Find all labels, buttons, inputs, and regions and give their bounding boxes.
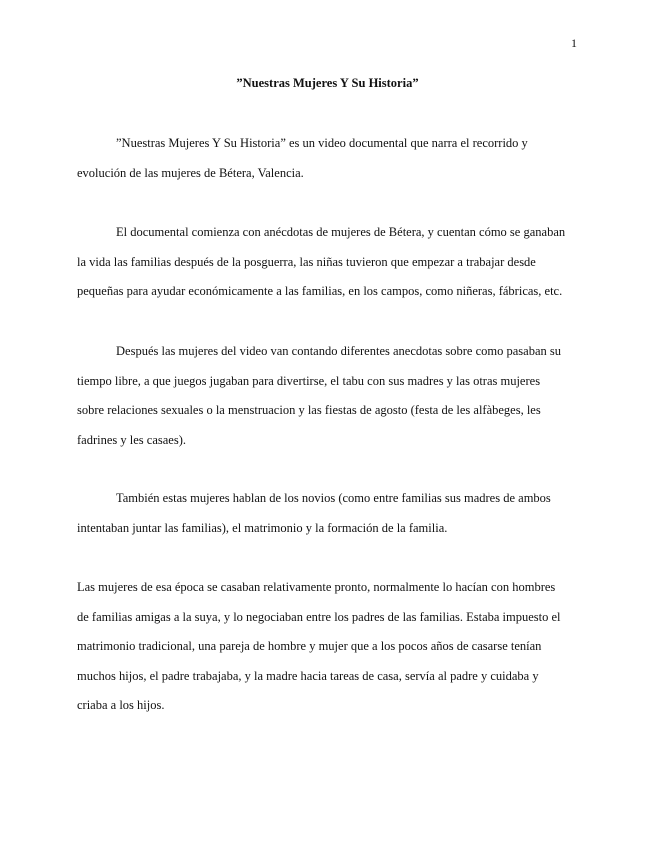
document-title: ”Nuestras Mujeres Y Su Historia”	[236, 76, 419, 90]
paragraph-line: intentaban juntar las familias), el matrimonio y la formación de la familia.	[77, 520, 448, 535]
paragraph-line: Después las mujeres del video van contando diferentes anecdotas sobre como pasaban su	[116, 344, 561, 358]
paragraph-line: muchos hijos, el padre trabajaba, y la madre hacia tareas de casa, servía al padre y cuidaba y	[77, 668, 539, 683]
paragraph-line: la vida las familias después de la posguerra, las niñas tuvieron que empezar a trabajar desde	[77, 254, 536, 269]
paragraph-line: fadrines y les casaes).	[77, 432, 186, 447]
paragraph-line: sobre relaciones sexuales o la menstruacion y las fiestas de agosto (festa de les alfàbeges, les	[77, 403, 541, 417]
paragraph-line: ”Nuestras Mujeres Y Su Historia” es un video documental que narra el recorrido y	[116, 136, 528, 150]
paragraph-line: pequeñas para ayudar económicamente a las familias, en los campos, como niñeras, fábricas, etc.	[77, 284, 563, 298]
paragraph-5	[77, 573, 580, 721]
paragraph-line: tiempo libre, a que juegos jugaban para divertirse, el tabu con sus madres y las otras mujeres	[77, 373, 541, 388]
paragraph-line: matrimonio tradicional, una pareja de hombre y mujer que a los pocos años de casarse tenían	[77, 639, 542, 653]
paragraph-line: criaba a los hijos.	[77, 698, 165, 712]
paragraph-line: evolución de las mujeres de Bétera, Valencia.	[77, 165, 304, 180]
paragraph-line: El documental comienza con anécdotas de mujeres de Bétera, y cuentan cómo se ganaban	[116, 225, 566, 239]
paragraph-2	[77, 218, 580, 307]
page-number: 1	[571, 36, 577, 50]
paragraph-4	[77, 484, 580, 543]
paragraph-line: Las mujeres de esa época se casaban relativamente pronto, normalmente lo hacían con hombres	[77, 580, 556, 594]
paragraph-line: También estas mujeres hablan de los novios (como entre familias sus madres de ambos	[116, 491, 551, 505]
paragraph-3	[77, 337, 580, 455]
paragraph-1	[77, 129, 580, 188]
paragraph-line: de familias amigas a la suya, y lo negociaban entre los padres de las familias. Estaba impuesto el	[77, 609, 561, 624]
